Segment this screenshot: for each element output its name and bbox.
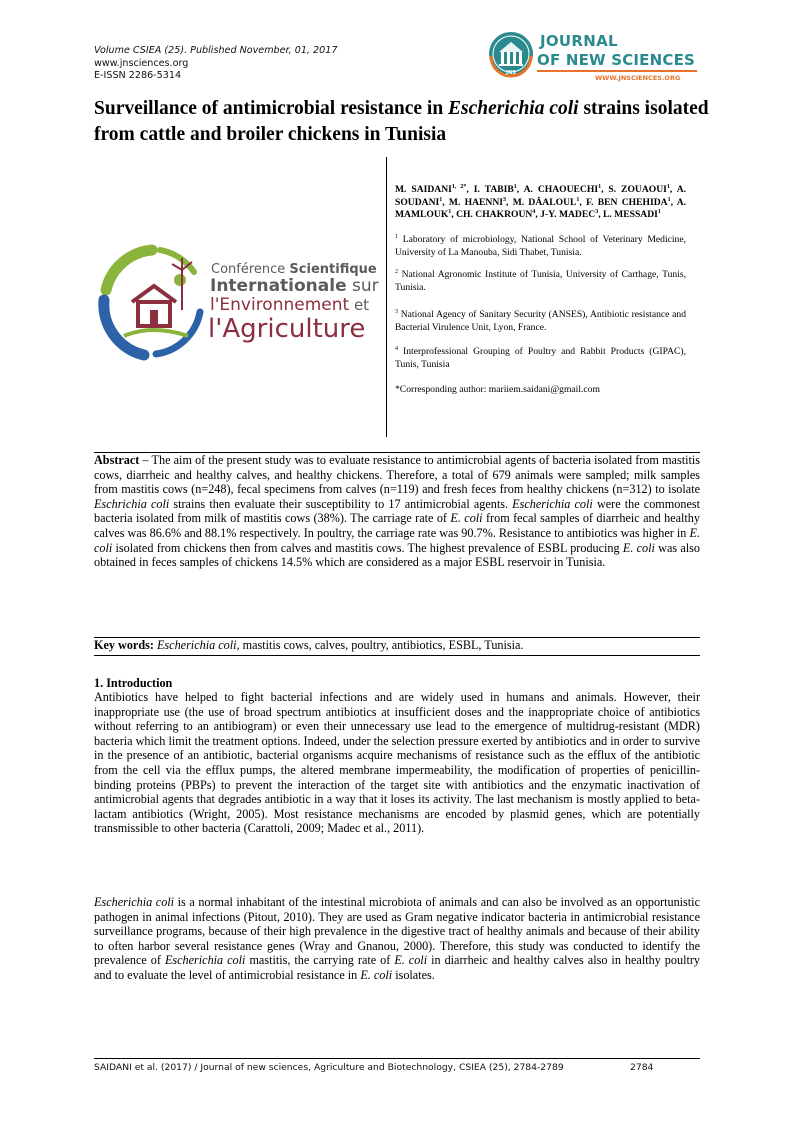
affiliation-3 [395,309,686,334]
abstract-text: was also obtained in feces samples of chickens 14.5% which are considered as a major ESBL reservoir in Tunisia. [94,540,700,570]
intro-text: is a normal inhabitant of the intestinal microbiota of animals and can also be involved as an opportunistic pathogen in animal infections (Pitout, 2010). They are used as Gram negative indicator bacteria in antimicrobial resistance surveillance programs, because of their high prevalence in the digestive tract of healthy animals and because of their ability to often harbor several resistance genes (Wray and Gnanou, 2000). Therefore, this study was conducted to identify the prevalence of [94,895,700,968]
author-name [474,184,517,195]
affiliation-text: Interprofessional Grouping of Poultry and Rabbit Products (GIPAC), Tunis, Tunisia [395,346,686,370]
affiliation-sup: 3 [395,308,398,315]
author-name-text: M. DÂALOUL [512,196,577,208]
corresponding-author: *Corresponding author: mariiem.saidani@gmail.com [395,384,600,395]
conference-line1-b: Scientifique [289,262,377,277]
journal-header [94,45,337,83]
journal-logo-line2: OF NEW SCIENCES [537,51,696,69]
author-name [449,197,506,208]
conference-line1-a: Conférence [211,262,290,277]
keywords-block [94,637,700,656]
author-affiliation-sup: 1 [513,183,517,190]
author-affiliation-sup: 4 [532,208,536,215]
intro-italic: Escherichia coli [164,953,246,968]
conference-line3-a: l'Environnement [210,295,350,315]
conference-logo [96,240,386,370]
affiliation-sup: 2 [395,268,398,275]
author-name-text: CH. CHAKROUN [456,209,533,220]
author-affiliation-sup: 3 [595,208,599,215]
intro-text: isolates. [392,967,435,982]
affiliation-text: National Agronomic Institute of Tunisia, University of Carthage, Tunis, Tunisia. [395,269,686,293]
abstract-text: strains then evaluate their susceptibility to 17 antimicrobial agents. [169,496,513,511]
journal-logo-bar [537,70,697,72]
conference-line2-a: Internationale [210,276,347,296]
conference-line3-b: et [349,296,370,314]
author-name [456,209,535,220]
abstract-italic: E. coli [450,511,483,526]
conference-line1 [211,262,377,277]
author-name [540,209,598,220]
journal-logo-url[interactable]: WWW.JNSCIENCES.ORG [595,74,681,82]
author-list: M. $SAIDANI^{1, 2*}$, I. TABIB$^1$, A. CHAOUECHI$^1$, S. ZOUAOUI$^1$, A. SOUDANI$^1$, M. HAENNI$^3$, M. DÂALOUL$^1$, F. BEN CHEHIDA$^1$, A. MAMLOUK$^1$, CH. CHAKROUN$^4$, J-Y. MADEC$^3$, L. MESSADI$^1$ [395,183,687,220]
author-name-text: A. MAMLOUK [395,196,687,220]
author-name [608,184,670,195]
author-affiliation-sup: 1 [667,196,671,203]
title-part2: strains isolated from cattle and broiler chickens in Tunisia [94,98,709,145]
author-name [513,197,580,208]
affiliation-sup: 4 [395,345,398,352]
title-part1: Surveillance of antimicrobial resistance in [94,98,449,119]
abstract-italic: Eschrichia coli [94,496,170,511]
abstract-italic: E. coli [94,525,700,555]
affiliation-2 [395,269,686,294]
title-italic: Escherichia coli [448,98,579,119]
intro-italic: E. coli [360,967,393,982]
affiliation-text: National Agency of Sanitary Security (ANSES), Antibiotic resistance and Bacterial Virulence Unit, Lyon, France. [395,309,686,333]
author-name-text: J-Y. MADEC [540,209,596,220]
author-name-text: I. TABIB [473,184,514,195]
journal-logo [487,27,702,89]
author-name [395,184,466,195]
conference-emblem-icon [96,240,208,370]
author-name-text: M. HAENNI [448,196,504,208]
author-name-text: A. SOUDANI [395,184,687,208]
journal-badge-icon [487,30,535,78]
intro-paragraph-2 [94,895,700,983]
conference-line2-b: sur [346,276,379,296]
author-name-text: F. BEN CHEHIDA [586,196,668,208]
volume-line: Volume CSIEA (25). Published November, 01, 2017 [94,45,338,56]
author-name [586,197,670,208]
author-name-text: M. SAIDANI [395,184,452,195]
keywords-label: Key words: [94,638,154,652]
author-affiliation-sup: 1, 2* [451,183,467,190]
intro-text: in diarrheic and healthy calves also in healthy poultry and to evaluate the level of antimicrobial resistance in [94,953,700,982]
abstract-italic: Escherichia coli [512,496,593,511]
abstract-text: isolated from chickens then from calves and mastitis cows. The highest prevalence of ESBL producing [112,540,623,555]
affiliation-sup: 1 [395,233,398,240]
page-number: 2784 [630,1062,654,1073]
conference-line4: l'Agriculture [208,314,366,344]
journal-logo-line1: JOURNAL [540,32,618,50]
author-name [524,184,601,195]
journal-badge-text: JNS [506,70,516,76]
intro-text: mastitis, the carrying rate of [245,953,395,968]
affiliation-1 [395,234,686,259]
abstract-text: from fecal samples of diarrheic and healthy calves was 86.6% and 88.1% respectively. In poultry, the carriage rate was 90.7%. Resistance to antibiotics was higher in [94,511,700,540]
intro-paragraph-1: Antibiotics have helped to fight bacterial infections and are widely used in humans and animals. However, their inappropriate use (the use of broad spectrum antibiotics at insufficient doses and the inappropriate choice of antibiotics without referring to an antibiogram) or even their unnecessary use lead to the emergence of multidrug-resistant (MDR) bacteria which limit the treatment options. Indeed, under the selection pressure exerted by antibiotics and in order to survive in the presence of an antibiotic, bacterial organisms acquire mechanisms of resistance such as the efflux of the antibiotic from the cell via the efflux pumps, the altered membrane impermeability, the modification of properties of penicillin-binding proteins (PBPs) to prevent the interaction of the target site with antibiotics and the enzymatic inactivation of antimicrobial agents that degrades antibiotic in a way that it loses its activity. The last mechanism is mostly applied to beta-lactam antibiotics (Wright, 2005). Most resistance mechanisms are encoded by plasmid genes, which are potentially transmissible to other bacteria (Carattoli, 2009; Madec et al., 2011). [94,690,700,836]
author-affiliation-sup: 1 [439,196,443,203]
column-divider [386,157,387,437]
abstract-block [94,452,700,570]
author-affiliation-sup: 1 [576,196,580,203]
footer-rule [94,1058,700,1059]
author-name [603,209,661,220]
section-heading-introduction: 1. Introduction [94,676,173,690]
paper-title [94,96,714,148]
keywords-text: , mastitis cows, calves, poultry, antibiotics, ESBL, Tunisia. [236,638,524,652]
conference-line2 [210,276,379,296]
author-name-text: S. ZOUAOUI [608,184,667,195]
author-affiliation-sup: 1 [657,208,661,215]
intro-italic: E. coli [394,953,428,968]
abstract-dash: – [139,453,152,467]
author-affiliation-sup: 3 [503,196,507,203]
author-name-text: L. MESSADI [602,209,658,220]
author-affiliation-sup: 1 [448,208,452,215]
journal-website-link[interactable]: www.jnsciences.org [94,57,189,69]
intro-italic: Escherichia coli [94,895,175,909]
abstract-text: The aim of the present study was to evaluate resistance to antimicrobial agents of bacteria isolated from mastitis cows, diarrheic and healthy calves, and healthy chickens. Therefore, a total of 679 animals were sampled; milk samples from mastitis cows (n=248), fecal specimens from calves (n=119) and fresh feces from healthy chickens (n=312) to isolate [94,453,700,497]
issn-line: E-ISSN 2286-5314 [94,70,182,81]
affiliation-4 [395,346,686,371]
affiliation-text: Laboratory of microbiology, National School of Veterinary Medicine, University of La Manouba, Sidi Thabet, Tunisia. [395,234,686,258]
abstract-label: Abstract [94,453,140,467]
conference-line3 [210,295,369,315]
footer-citation: SAIDANI et al. (2017) / Journal of new sciences, Agriculture and Biotechnology, CSIEA (25), 2784-2789 [94,1062,564,1073]
abstract-italic: E. coli [622,540,655,555]
keywords-italic: Escherichia coli [156,638,237,652]
author-affiliation-sup: 1 [666,183,670,190]
abstract-text: were the commonest bacteria isolated from milk of mastitis cows (38%). The carriage rate of [94,496,700,526]
author-name-text: A. CHAOUECHI [523,184,599,195]
author-affiliation-sup: 1 [598,183,602,190]
